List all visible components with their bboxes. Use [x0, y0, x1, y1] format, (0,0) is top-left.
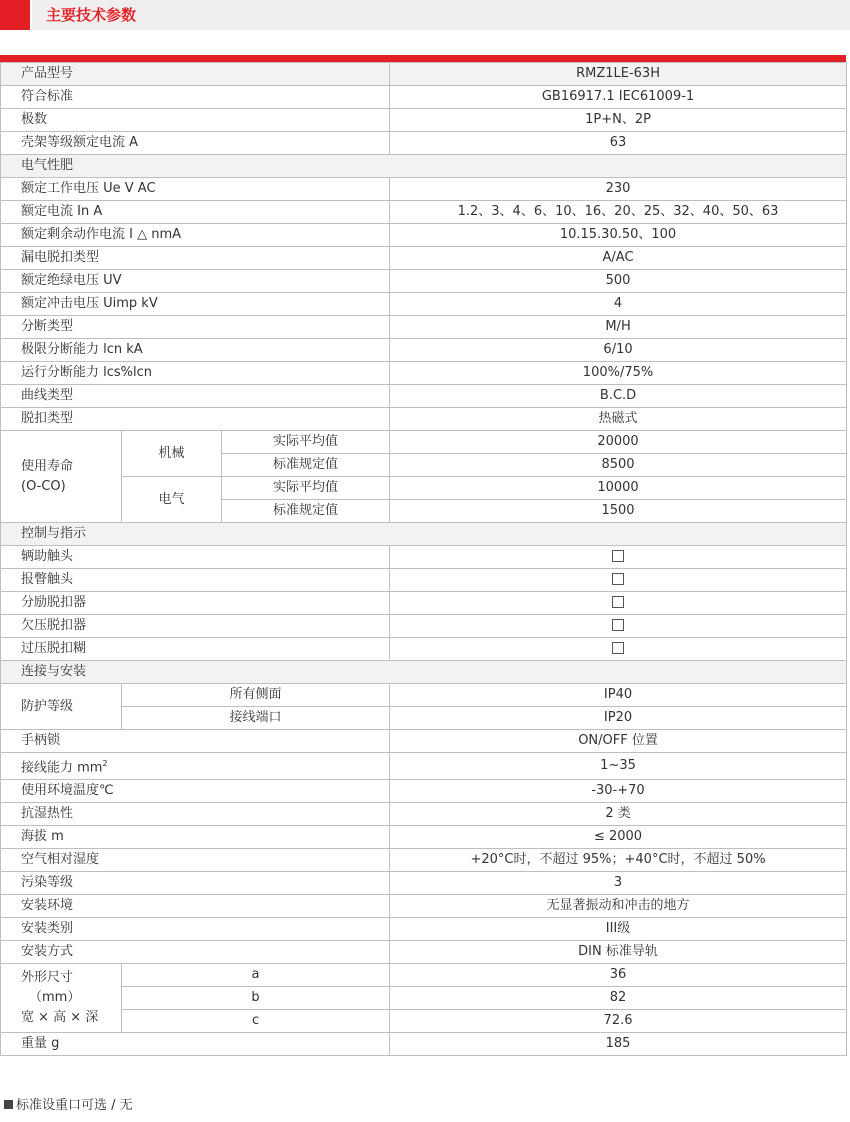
table-row: [1, 569, 847, 592]
spec-value: 82: [390, 987, 847, 1010]
life-actual-label: 实际平均值: [222, 431, 390, 454]
life-label-line1: 使用寿命: [21, 458, 74, 474]
spec-label: 污染等级: [1, 872, 390, 895]
section-row: [1, 661, 847, 684]
header-bar: [0, 0, 850, 30]
spec-value: ≤ 2000: [390, 826, 847, 849]
section-title: 连接与安装: [1, 661, 847, 684]
table-row: [1, 270, 847, 293]
table-row: [1, 132, 847, 155]
table-row: [1, 826, 847, 849]
section-title: 控制与指示: [1, 523, 847, 546]
spec-label: 过压脱扣糊: [1, 638, 390, 661]
protection-terminals-label: 接线端口: [122, 707, 390, 730]
header-accent-mark: [0, 0, 30, 30]
spec-value: III级: [390, 918, 847, 941]
spec-value: 100%/75%: [390, 362, 847, 385]
spec-value: [390, 615, 847, 638]
dimension-c-label: c: [122, 1010, 390, 1033]
table-row: [1, 780, 847, 803]
table-row: [1, 201, 847, 224]
table-row: [1, 1010, 847, 1033]
spec-value: DIN 标准导轨: [390, 941, 847, 964]
dimensions-label: [1, 964, 122, 1033]
spec-label: 安装环境: [1, 895, 390, 918]
table-row: [1, 849, 847, 872]
spec-value: 6/10: [390, 339, 847, 362]
spec-label: 符合标准: [1, 86, 390, 109]
table-row: [1, 316, 847, 339]
table-row: [1, 224, 847, 247]
spec-value: 230: [390, 178, 847, 201]
empty-checkbox-icon: [612, 619, 624, 631]
section-row: [1, 155, 847, 178]
table-row: [1, 385, 847, 408]
spec-value: [390, 569, 847, 592]
spec-label: 安装方式: [1, 941, 390, 964]
dimension-a-label: a: [122, 964, 390, 987]
table-top-rule: [0, 55, 846, 62]
spec-value: 3: [390, 872, 847, 895]
table-row: [1, 707, 847, 730]
table-row: [1, 941, 847, 964]
spec-label: 运行分断能力 lcs%lcn: [1, 362, 390, 385]
dimensions-label-line1: 外形尺寸: [21, 970, 74, 986]
spec-value: +20°C时，不超过 95%；+40°C时，不超过 50%: [390, 849, 847, 872]
section-row: [1, 523, 847, 546]
table-row: [1, 872, 847, 895]
empty-checkbox-icon: [612, 573, 624, 585]
table-row: [1, 178, 847, 201]
spec-value: 10000: [390, 477, 847, 500]
spec-label: 分励脱扣器: [1, 592, 390, 615]
dimensions-label-line2: （mm）: [29, 990, 81, 1006]
protection-sides-label: 所有侧面: [122, 684, 390, 707]
life-electrical-label: 电气: [122, 477, 222, 523]
table-row: [1, 895, 847, 918]
footnote: [4, 1094, 133, 1113]
spec-value: [390, 546, 847, 569]
wiring-label-text: 接线能力 mm: [21, 760, 103, 776]
spec-label: 脱扣类型: [1, 408, 390, 431]
wiring-label-sup: 2: [102, 759, 108, 768]
spec-label: 使用环境温度℃: [1, 780, 390, 803]
spec-value: GB16917.1 IEC61009-1: [390, 86, 847, 109]
spec-label: [1, 753, 390, 780]
spec-label: 空气相对湿度: [1, 849, 390, 872]
spec-value: 1~35: [390, 753, 847, 780]
spec-label: 安装类别: [1, 918, 390, 941]
spec-value: 8500: [390, 454, 847, 477]
spec-value: B.C.D: [390, 385, 847, 408]
spec-value: ON/OFF 位置: [390, 730, 847, 753]
life-actual-label: 实际平均值: [222, 477, 390, 500]
spec-label: 海拔 m: [1, 826, 390, 849]
spec-value: 10.15.30.50、100: [390, 224, 847, 247]
spec-value: M/H: [390, 316, 847, 339]
table-row: [1, 339, 847, 362]
spec-label: 额定工作电压 Ue V AC: [1, 178, 390, 201]
spec-value: 无显著振动和冲击的地方: [390, 895, 847, 918]
table-row: [1, 408, 847, 431]
empty-checkbox-icon: [612, 642, 624, 654]
spec-value: 1P+N、2P: [390, 109, 847, 132]
spec-value: 1500: [390, 500, 847, 523]
table-row: [1, 592, 847, 615]
spec-value: 1.2、3、4、6、10、16、20、25、32、40、50、63: [390, 201, 847, 224]
table-row: [1, 293, 847, 316]
table-row: [1, 615, 847, 638]
life-label: [1, 431, 122, 523]
spec-label: 壳架等级额定电流 A: [1, 132, 390, 155]
spec-value: IP40: [390, 684, 847, 707]
table-row: [1, 546, 847, 569]
spec-label: 额定冲击电压 Uimp kV: [1, 293, 390, 316]
life-standard-label: 标准规定值: [222, 500, 390, 523]
spec-value: 72.6: [390, 1010, 847, 1033]
table-row: [1, 431, 847, 454]
table-row: [1, 987, 847, 1010]
life-mechanical-label: 机械: [122, 431, 222, 477]
spec-label: 额定电流 In A: [1, 201, 390, 224]
table-row: [1, 803, 847, 826]
spec-label: 分断类型: [1, 316, 390, 339]
spec-value: 500: [390, 270, 847, 293]
section-title: 电气性肥: [1, 155, 847, 178]
table-row: [1, 753, 847, 780]
spec-label: 辆助触头: [1, 546, 390, 569]
footnote-text: 标准设重口可选 / 无: [16, 1098, 133, 1113]
page-title: 主要技术参数: [46, 6, 137, 24]
table-row: [1, 477, 847, 500]
table-row: [1, 86, 847, 109]
table-row: [1, 684, 847, 707]
spec-label: 重量 g: [1, 1033, 390, 1056]
spec-value: IP20: [390, 707, 847, 730]
spec-label: 极限分断能力 lcn kA: [1, 339, 390, 362]
spec-label: 曲线类型: [1, 385, 390, 408]
spec-value: [390, 638, 847, 661]
table-row: [1, 247, 847, 270]
spec-label: 产品型号: [1, 63, 390, 86]
spec-value: 热磁式: [390, 408, 847, 431]
table-row: [1, 730, 847, 753]
table-row: [1, 964, 847, 987]
spec-value: 63: [390, 132, 847, 155]
spec-value: 185: [390, 1033, 847, 1056]
spec-value: [390, 592, 847, 615]
protection-label: 防护等级: [1, 684, 122, 730]
filled-square-icon: [4, 1100, 13, 1109]
spec-value: 20000: [390, 431, 847, 454]
table-row: [1, 63, 847, 86]
table-row: [1, 362, 847, 385]
spec-value: 36: [390, 964, 847, 987]
spec-value: 2 类: [390, 803, 847, 826]
life-label-line2: (O-CO): [21, 478, 66, 494]
spec-label: 手柄锁: [1, 730, 390, 753]
empty-checkbox-icon: [612, 550, 624, 562]
spec-label: 漏电脱扣类型: [1, 247, 390, 270]
table-row: [1, 1033, 847, 1056]
spec-value: A/AC: [390, 247, 847, 270]
spec-label: 额定剩余动作电流 I △ nmA: [1, 224, 390, 247]
spec-label: 额定绝绿电压 UV: [1, 270, 390, 293]
spec-label: 报瞥触头: [1, 569, 390, 592]
table-row: [1, 638, 847, 661]
spec-table: [0, 62, 847, 1056]
empty-checkbox-icon: [612, 596, 624, 608]
dimensions-label-line3: 宽 × 高 × 深: [21, 1010, 99, 1026]
table-row: [1, 109, 847, 132]
dimension-b-label: b: [122, 987, 390, 1010]
spec-label: 极数: [1, 109, 390, 132]
table-row: [1, 918, 847, 941]
life-standard-label: 标准规定值: [222, 454, 390, 477]
spec-value: -30-+70: [390, 780, 847, 803]
spec-label: 欠压脱扣器: [1, 615, 390, 638]
spec-value: RMZ1LE-63H: [390, 63, 847, 86]
spec-value: 4: [390, 293, 847, 316]
spec-label: 抗湿热性: [1, 803, 390, 826]
